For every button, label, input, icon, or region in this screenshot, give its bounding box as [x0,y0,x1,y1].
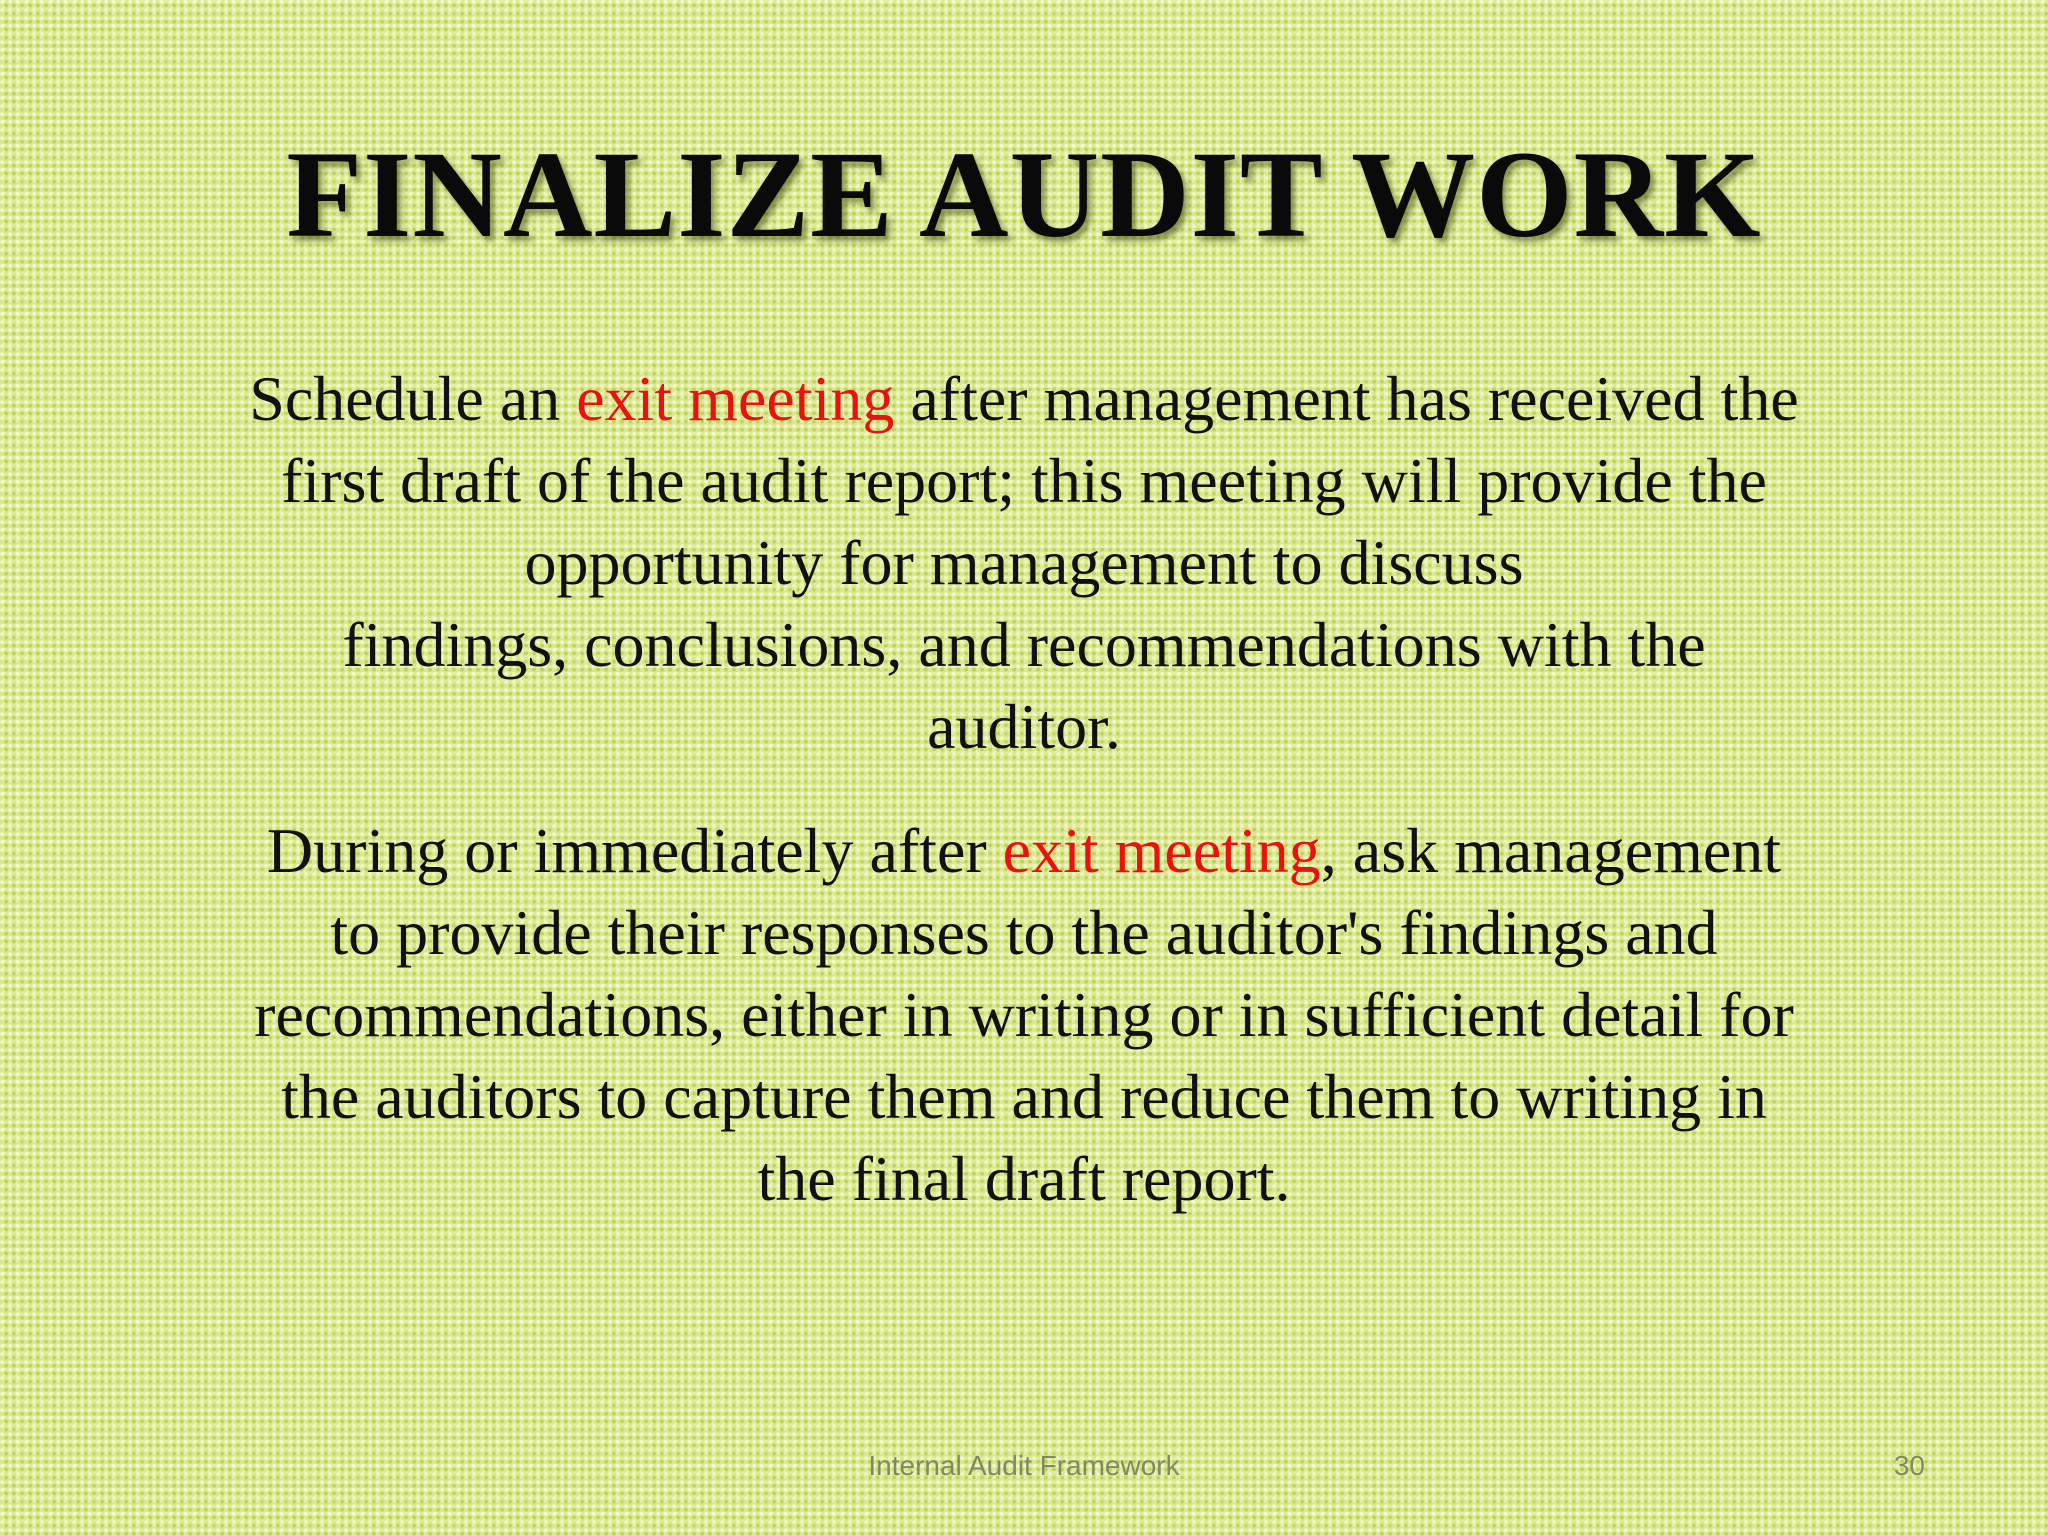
slide-title: FINALIZE AUDIT WORK [286,126,1762,263]
exit-meeting-highlight: exit meeting [1002,815,1321,886]
paragraph-2-line-2: to provide their responses to the auditor's findings and [330,897,1718,968]
exit-meeting-highlight: exit meeting [576,363,895,434]
slide-number: 30 [1893,1450,1925,1481]
paragraph-2-line-4: the auditors to capture them and reduce them to writing in [281,1061,1767,1132]
paragraph-management-responses [190,810,1858,1220]
paragraph-exit-meeting-schedule [190,358,1858,768]
paragraph-1-line-1-before: Schedule an [249,363,577,434]
paragraph-2-line-5: the final draft report. [757,1143,1291,1214]
slide-footer: Internal Audit Framework [868,1450,1180,1481]
paragraph-1-line-3: opportunity for management to discuss [524,527,1524,598]
slide-body [190,358,1858,1220]
paragraph-1-line-1-after: after management has received the [894,363,1799,434]
paragraph-2-line-1-after: , ask management [1320,815,1782,886]
paragraph-1-line-2: first draft of the audit report; this meeting will provide the [281,445,1767,516]
paragraph-1-line-4: findings, conclusions, and recommendations with the [342,609,1706,680]
paragraph-1-line-5: auditor. [927,691,1121,762]
paragraph-2-line-3: recommendations, either in writing or in sufficient detail for [254,979,1794,1050]
paragraph-2-line-1-before: During or immediately after [266,815,1003,886]
